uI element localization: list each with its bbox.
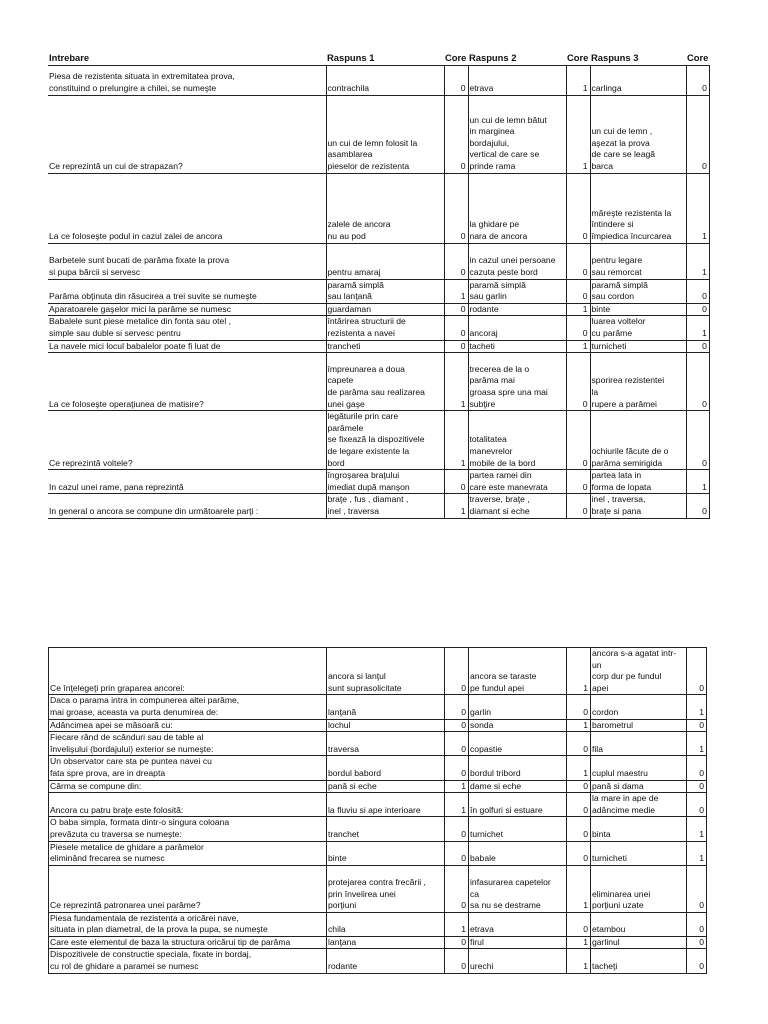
cell-answer-2: în golfuri si estuare (469, 793, 567, 817)
cell-answer-2: infasurarea capetelor ca sa nu se destrame (469, 865, 567, 912)
cell-answer-2: traverse, braţe , diamant si eche (468, 494, 566, 518)
header-answer-1: Raspuns 1 (326, 52, 444, 65)
cell-correct-3: 0 (687, 912, 707, 936)
cell-answer-2: ancora se taraste pe fundul apei (469, 648, 567, 695)
cell-question: Piesele metalice de ghidare a parâmelor eliminând frecarea se numesc (49, 841, 327, 865)
cell-correct-3: 0 (687, 936, 707, 949)
table-row (49, 719, 707, 732)
header-correct-3: Core (686, 52, 709, 65)
cell-correct-2: 0 (566, 316, 590, 340)
cell-question: Ce reprezintă un cui de strapazan? (48, 95, 326, 173)
table-row (49, 912, 707, 936)
cell-correct-2: 0 (566, 411, 590, 470)
cell-answer-3: carlinga (590, 65, 686, 95)
cell-correct-3: 0 (686, 65, 709, 95)
table-row (48, 411, 709, 470)
cell-correct-3: 0 (686, 279, 709, 303)
cell-correct-3: 0 (686, 494, 709, 518)
cell-answer-2: babale (469, 841, 567, 865)
cell-answer-3: cordon (591, 695, 687, 719)
cell-correct-1: 0 (444, 243, 468, 279)
cell-correct-3: 0 (687, 719, 707, 732)
cell-question: La ce foloseşte operaţiunea de matisire? (48, 353, 326, 411)
cell-correct-2: 0 (567, 841, 591, 865)
cell-correct-1: 0 (444, 95, 468, 173)
table-header (48, 52, 709, 65)
cell-answer-3: pană si dama (591, 780, 687, 793)
cell-correct-1: 0 (444, 470, 468, 494)
cell-correct-2: 0 (566, 470, 590, 494)
cell-answer-3: măreşte rezistenta la întindere si împiedica încurcarea (590, 173, 686, 243)
cell-correct-2: 1 (567, 756, 591, 780)
cell-question: Ce reprezintă voltele? (48, 411, 326, 470)
cell-correct-3: 1 (686, 173, 709, 243)
cell-correct-2: 1 (567, 949, 591, 973)
cell-correct-1: 1 (445, 912, 469, 936)
cell-correct-1: 1 (444, 494, 468, 518)
cell-answer-3: pentru legare sau remorcat (590, 243, 686, 279)
cell-answer-3: la mare in ape de adâncime medie (591, 793, 687, 817)
cell-correct-3: 1 (687, 841, 707, 865)
cell-correct-2: 1 (567, 936, 591, 949)
table-row (49, 756, 707, 780)
cell-correct-3: 0 (686, 303, 709, 316)
cell-question: In cazul unei rame, pana reprezintă (48, 470, 326, 494)
cell-question: Daca o parama intra in compunerea altei parâme, mai groase, aceasta va purta denumirea de: (49, 695, 327, 719)
cell-answer-3: binta (591, 817, 687, 841)
cell-answer-1: pană si eche (327, 780, 445, 793)
cell-answer-2: trecerea de la o parâma mai groasa spre una mai subţire (468, 353, 566, 411)
cell-answer-3: ochiurile făcute de o parâma semirigida (590, 411, 686, 470)
cell-correct-3: 0 (686, 353, 709, 411)
cell-correct-2: 0 (567, 793, 591, 817)
cell-correct-2: 1 (567, 719, 591, 732)
cell-answer-2: etrava (469, 912, 567, 936)
questions-table-2 (48, 647, 707, 974)
cell-question: Adâncimea apei se măsoară cu: (49, 719, 327, 732)
cell-question: Cârma se compune din: (49, 780, 327, 793)
cell-answer-2: partea ramei din care este manevrata (468, 470, 566, 494)
cell-answer-1: rodante (327, 949, 445, 973)
cell-correct-3: 1 (687, 732, 707, 756)
cell-question: Ancora cu patru braţe este folosită: (49, 793, 327, 817)
cell-answer-2: ancoraj (468, 316, 566, 340)
cell-answer-2: copastie (469, 732, 567, 756)
table-row (48, 65, 709, 95)
cell-correct-3: 1 (687, 817, 707, 841)
cell-answer-3: sporirea rezistentei la rupere a parâmei (590, 353, 686, 411)
cell-answer-3: luarea voltelor cu parâme (590, 316, 686, 340)
cell-correct-2: 0 (567, 817, 591, 841)
cell-answer-1: traversa (327, 732, 445, 756)
cell-question: Care este elementul de baza la structura oricărui tip de parâma (49, 936, 327, 949)
cell-correct-2: 1 (567, 648, 591, 695)
cell-correct-2: 0 (566, 353, 590, 411)
table-row (49, 865, 707, 912)
cell-correct-3: 1 (686, 316, 709, 340)
header-question: Intrebare (48, 52, 326, 65)
cell-correct-1: 0 (445, 648, 469, 695)
cell-correct-2: 1 (566, 65, 590, 95)
cell-question: Babalele sunt piese metalice din fonta sau otel , simple sau duble si servesc pentru (48, 316, 326, 340)
header-correct-2: Core (566, 52, 590, 65)
cell-correct-3: 1 (686, 470, 709, 494)
table-row (49, 793, 707, 817)
cell-correct-1: 0 (444, 303, 468, 316)
cell-correct-2: 1 (567, 865, 591, 912)
cell-correct-2: 0 (567, 912, 591, 936)
cell-answer-3: tacheţi (591, 949, 687, 973)
cell-answer-1: binte (327, 841, 445, 865)
cell-answer-1: lanţană (327, 695, 445, 719)
table-row (48, 95, 709, 173)
cell-correct-1: 1 (444, 411, 468, 470)
cell-answer-1: braţe , fus , diamant , inel , traversa (326, 494, 444, 518)
cell-question: La ce foloseşte podul in cazul zalei de ancora (48, 173, 326, 243)
cell-correct-2: 0 (567, 732, 591, 756)
cell-correct-1: 1 (444, 279, 468, 303)
cell-correct-3: 0 (686, 411, 709, 470)
cell-question: Dispozitivele de constructie speciala, fixate in bordaj, cu rol de ghidare a paramei se numesc (49, 949, 327, 973)
header-correct-1: Core (444, 52, 468, 65)
cell-correct-1: 1 (444, 353, 468, 411)
cell-correct-2: 1 (566, 303, 590, 316)
table-row (48, 173, 709, 243)
questions-table-1 (48, 52, 710, 519)
header-answer-3: Raspuns 3 (590, 52, 686, 65)
cell-correct-1: 0 (444, 340, 468, 353)
cell-answer-1: protejarea contra frecării , prin învelirea unei porţiuni (327, 865, 445, 912)
cell-question: Un observator care sta pe puntea navei cu fata spre prova, are in dreapta (49, 756, 327, 780)
cell-correct-3: 0 (686, 95, 709, 173)
cell-answer-3: turnicheti (590, 340, 686, 353)
cell-question: Ce reprezintă patronarea unei parâme? (49, 865, 327, 912)
cell-answer-1: un cui de lemn folosit la asamblarea pieselor de rezistenta (326, 95, 444, 173)
cell-correct-3: 0 (686, 340, 709, 353)
cell-question: Ce înţelegeţi prin graparea ancorei: (49, 648, 327, 695)
table-row (48, 243, 709, 279)
table-row (48, 494, 709, 518)
table-row (48, 316, 709, 340)
cell-answer-2: tacheti (468, 340, 566, 353)
cell-correct-3: 0 (687, 780, 707, 793)
table-row (49, 732, 707, 756)
cell-answer-2: garlin (469, 695, 567, 719)
cell-question: La navele mici locul babalelor poate fi luat de (48, 340, 326, 353)
table-row (48, 353, 709, 411)
cell-answer-2: dame si eche (469, 780, 567, 793)
cell-question: O baba simpla, formata dintr-o singura coloana prevăzuta cu traversa se numeşte: (49, 817, 327, 841)
cell-answer-3: cuplul maestru (591, 756, 687, 780)
cell-correct-1: 0 (444, 65, 468, 95)
cell-question: Fiecare rând de scânduri sau de table al învelişului (bordajului) exterior se numeşte: (49, 732, 327, 756)
cell-correct-1: 0 (445, 719, 469, 732)
cell-answer-1: lanţana (327, 936, 445, 949)
cell-answer-3: fila (591, 732, 687, 756)
cell-answer-3: un cui de lemn , aşezat la prova de care se leagă barca (590, 95, 686, 173)
header-answer-2: Raspuns 2 (468, 52, 566, 65)
cell-answer-3: etambou (591, 912, 687, 936)
cell-correct-2: 1 (566, 340, 590, 353)
cell-answer-1: lochul (327, 719, 445, 732)
cell-answer-3: partea lata in forma de lopata (590, 470, 686, 494)
cell-question: Barbetele sunt bucati de parâma fixate la prova si pupa bărcii si servesc (48, 243, 326, 279)
table-row (49, 936, 707, 949)
table-row (49, 648, 707, 695)
cell-answer-1: întărirea structurii de rezistenta a navei (326, 316, 444, 340)
cell-answer-1: tranchet (327, 817, 445, 841)
cell-correct-2: 1 (566, 95, 590, 173)
cell-correct-2: 0 (566, 243, 590, 279)
cell-answer-3: ancora s-a agatat intr- un corp dur pe fundul apei (591, 648, 687, 695)
cell-answer-3: binte (590, 303, 686, 316)
cell-question: In general o ancora se compune din următoarele parţi : (48, 494, 326, 518)
cell-answer-1: zalele de ancora nu au pod (326, 173, 444, 243)
cell-answer-2: bordul tribord (469, 756, 567, 780)
cell-answer-2: totalitatea manevrelor mobile de la bord (468, 411, 566, 470)
cell-answer-1: pentru amaraj (326, 243, 444, 279)
cell-answer-2: rodante (468, 303, 566, 316)
cell-answer-2: turnichet (469, 817, 567, 841)
cell-answer-2: un cui de lemn bătut in marginea bordajului, vertical de care se prinde rama (468, 95, 566, 173)
cell-correct-1: 0 (445, 841, 469, 865)
cell-correct-2: 0 (566, 279, 590, 303)
cell-answer-1: legăturile prin care parâmele se fixează la dispozitivele de legare existente la bord (326, 411, 444, 470)
cell-correct-1: 0 (445, 695, 469, 719)
table-row (48, 340, 709, 353)
cell-correct-1: 0 (445, 756, 469, 780)
cell-correct-1: 0 (445, 949, 469, 973)
cell-correct-2: 0 (567, 695, 591, 719)
cell-answer-3: eliminarea unei porţiuni uzate (591, 865, 687, 912)
cell-correct-3: 0 (687, 648, 707, 695)
cell-answer-1: îngroşarea braţului imediat după manşon (326, 470, 444, 494)
cell-answer-2: paramă simplă sau garlin (468, 279, 566, 303)
cell-answer-1: paramă simplă sau lanţană (326, 279, 444, 303)
cell-question: Parâma obţinuta din răsucirea a trei suvite se numeşte (48, 279, 326, 303)
table-row (49, 949, 707, 973)
cell-answer-2: sonda (469, 719, 567, 732)
cell-correct-1: 1 (445, 793, 469, 817)
cell-correct-3: 0 (687, 756, 707, 780)
cell-answer-3: turnicheti (591, 841, 687, 865)
cell-answer-2: etrava (468, 65, 566, 95)
cell-answer-1: bordul babord (327, 756, 445, 780)
cell-question: Piesa de rezistenta situata in extremitatea prova, constituind o prelungire a chilei, se numeşte (48, 65, 326, 95)
table-row (48, 279, 709, 303)
cell-correct-2: 0 (566, 173, 590, 243)
cell-answer-2: la ghidare pe nara de ancora (468, 173, 566, 243)
cell-question: Piesa fundamentala de rezistenta a oricărei nave, situata in plan diametral, de la prova la pupa, se numeşte (49, 912, 327, 936)
table-row (48, 470, 709, 494)
cell-answer-3: garlinul (591, 936, 687, 949)
cell-answer-2: firul (469, 936, 567, 949)
cell-correct-1: 0 (445, 732, 469, 756)
cell-correct-3: 0 (687, 793, 707, 817)
cell-question: Aparatoarele gaşelor mici la parâme se numesc (48, 303, 326, 316)
cell-answer-1: guardaman (326, 303, 444, 316)
cell-answer-1: chila (327, 912, 445, 936)
cell-answer-2: in cazul unei persoane cazuta peste bord (468, 243, 566, 279)
table-row (49, 695, 707, 719)
cell-answer-1: împreunarea a doua capete de parâma sau realizarea unei gaşe (326, 353, 444, 411)
cell-correct-2: 0 (567, 780, 591, 793)
cell-correct-3: 1 (686, 243, 709, 279)
cell-answer-3: barometrul (591, 719, 687, 732)
table-row (49, 817, 707, 841)
cell-correct-3: 0 (687, 865, 707, 912)
cell-correct-1: 1 (445, 780, 469, 793)
cell-correct-3: 0 (687, 949, 707, 973)
table-row (49, 841, 707, 865)
cell-answer-1: contrachila (326, 65, 444, 95)
cell-answer-1: ancora si lanţul sunt suprasolicitate (327, 648, 445, 695)
cell-correct-1: 0 (445, 817, 469, 841)
cell-answer-3: paramă simplă sau cordon (590, 279, 686, 303)
cell-correct-1: 0 (445, 936, 469, 949)
cell-answer-2: urechi (469, 949, 567, 973)
cell-correct-3: 1 (687, 695, 707, 719)
cell-answer-3: inel , traversa, braţe si pana (590, 494, 686, 518)
cell-correct-1: 0 (444, 173, 468, 243)
cell-correct-1: 0 (444, 316, 468, 340)
cell-answer-1: trancheti (326, 340, 444, 353)
table-row (48, 303, 709, 316)
cell-correct-1: 0 (445, 865, 469, 912)
cell-correct-2: 0 (566, 494, 590, 518)
table-row (49, 780, 707, 793)
cell-answer-1: la fluviu si ape interioare (327, 793, 445, 817)
